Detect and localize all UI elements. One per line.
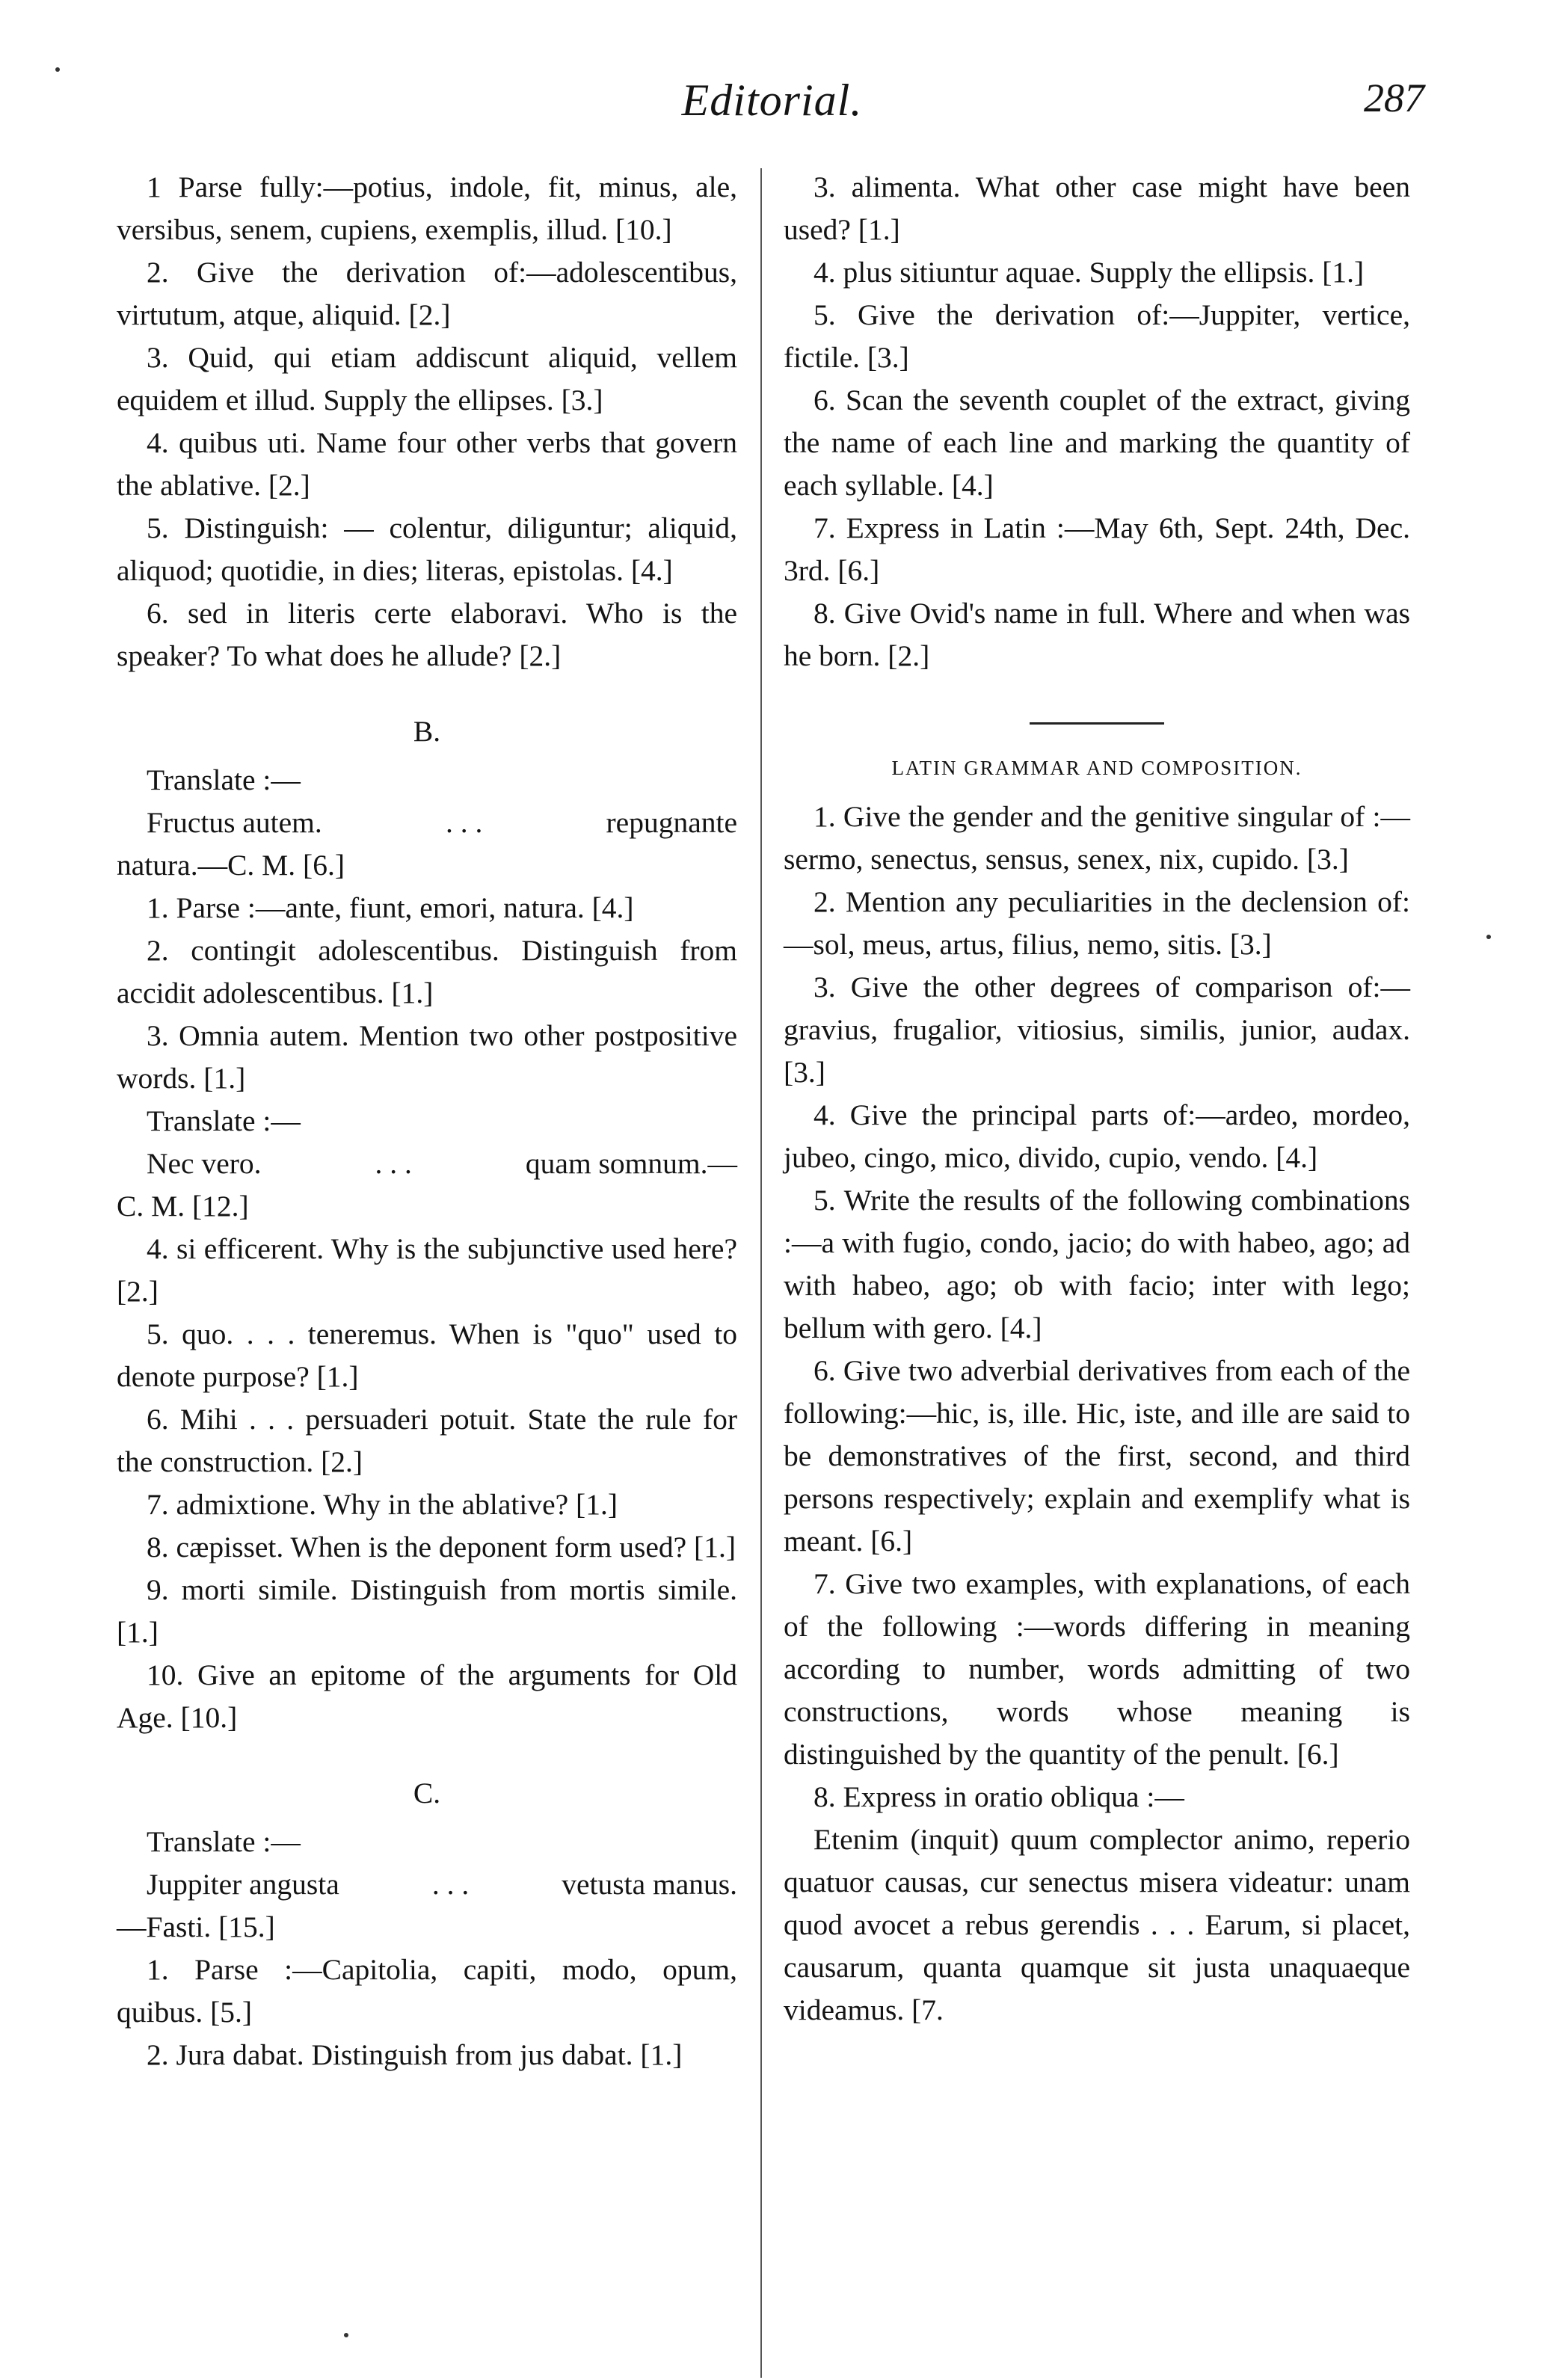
passage-source: —Fasti. [15.]: [117, 1910, 275, 1943]
question-item: 2. Mention any peculiarities in the declension of:—sol, meus, artus, filius, nemo, sitis. [3.]: [784, 885, 1410, 961]
scan-speck: [1486, 935, 1491, 939]
section-divider: [1030, 722, 1164, 725]
passage-reference: [117, 802, 737, 844]
latin-passage: Etenim (inquit) quum complector animo, reperio quatuor causas, cur senectus misera videatur: unam quod avocet a rebus gerendis . . . Earum, si placet, causarum, quanta quamque sit justa unaquaeque videamus. [7.: [784, 1823, 1410, 2026]
running-header: Editorial.: [681, 76, 863, 125]
passage-end: quam somnum.—: [525, 1147, 737, 1180]
question-item: 3. alimenta. What other case might have been used? [1.]: [784, 170, 1410, 246]
question-item: 1. Parse :—ante, fiunt, emori, natura. [4.]: [147, 891, 634, 924]
question-item: 7. Give two examples, with explanations, of each of the following :—words differing in meaning according to number, words admitting of two constructions, words whose meaning is distinguished by the quantity of the penult. [6.]: [784, 1567, 1410, 1771]
question-item: 1. Give the gender and the genitive singular of :—sermo, senectus, sensus, senex, nix, cupido. [3.]: [784, 800, 1410, 876]
question-item: 8. Express in oratio obliqua :—: [813, 1780, 1184, 1813]
passage-reference: [117, 1143, 737, 1185]
passage-dots: . . .: [431, 1868, 470, 1901]
section-letter-b: B.: [413, 715, 441, 748]
passage-source: C. M. [12.]: [117, 1190, 249, 1223]
translate-instruction: Translate :—: [147, 1825, 301, 1858]
question-item: 4. Give the principal parts of:—ardeo, mordeo, jubeo, cingo, mico, divido, cupio, vendo. [4.]: [784, 1098, 1410, 1174]
section-letter-c: C.: [413, 1777, 441, 1809]
question-item: 8. Give Ovid's name in full. Where and when was he born. [2.]: [784, 597, 1410, 672]
question-item: 6. Mihi . . . persuaderi potuit. State the rule for the construction. [2.]: [117, 1403, 737, 1478]
question-item: 5. Distinguish: — colentur, diliguntur; aliquid, aliquod; quotidie, in dies; literas, epistolas. [4.]: [117, 511, 737, 587]
passage-end: vetusta manus.: [562, 1868, 737, 1901]
question-item: 2. Jura dabat. Distinguish from jus dabat. [1.]: [147, 2038, 683, 2071]
question-item: 9. morti simile. Distinguish from mortis simile. [1.]: [117, 1573, 737, 1649]
question-item: 6. Give two adverbial derivatives from each of the following:—hic, is, ille. Hic, iste, and ille are said to be demonstratives of the first, second, and third persons respectively; explain and exemplify what is meant. [6.]: [784, 1354, 1410, 1558]
passage-start: Juppiter angusta: [147, 1868, 339, 1901]
passage-start: Nec vero.: [147, 1147, 262, 1180]
question-item: 5. quo. . . . teneremus. When is "quo" used to denote purpose? [1.]: [117, 1317, 737, 1393]
question-item: 3. Omnia autem. Mention two other postpositive words. [1.]: [117, 1019, 737, 1095]
left-column: [117, 166, 737, 2076]
question-item: 3. Quid, qui etiam addiscunt aliquid, vellem equidem et illud. Supply the ellipses. [3.]: [117, 341, 737, 416]
question-item: 4. quibus uti. Name four other verbs that govern the ablative. [2.]: [117, 426, 737, 502]
question-item: 4. si efficerent. Why is the subjunctive used here? [2.]: [117, 1232, 737, 1308]
question-item: 4. plus sitiuntur aquae. Supply the ellipsis. [1.]: [813, 256, 1365, 289]
question-item: 6. Scan the seventh couplet of the extract, giving the name of each line and marking the quantity of each syllable. [4.]: [784, 384, 1410, 502]
translate-instruction: Translate :—: [147, 1104, 301, 1137]
question-item: 2. Give the derivation of:—adolescentibus, virtutum, atque, aliquid. [2.]: [117, 256, 737, 331]
passage-source: natura.—C. M. [6.]: [117, 849, 345, 882]
page-number: 287: [1364, 76, 1424, 120]
right-column: [784, 166, 1410, 2032]
question-item: 5. Give the derivation of:—Juppiter, vertice, fictile. [3.]: [784, 298, 1410, 374]
question-item: 10. Give an epitome of the arguments for Old Age. [10.]: [117, 1658, 737, 1734]
question-item: 6. sed in literis certe elaboravi. Who is the speaker? To what does he allude? [2.]: [117, 597, 737, 672]
question-item: 7. admixtione. Why in the ablative? [1.]: [147, 1488, 618, 1521]
scan-speck: [344, 2333, 348, 2337]
question-item: 5. Write the results of the following combinations :—a with fugio, condo, jacio; do with habeo, ago; ad with habeo, ago; ob with facio; inter with lego; bellum with gero. [4.]: [784, 1184, 1410, 1344]
section-heading-grammar: LATIN GRAMMAR AND COMPOSITION.: [891, 757, 1302, 779]
translate-instruction: Translate :—: [147, 763, 301, 796]
passage-dots: . . .: [375, 1147, 412, 1180]
column-divider: [760, 168, 762, 2378]
passage-reference: [117, 1863, 737, 1906]
question-item: 1 Parse fully:—potius, indole, fit, minus, ale, versibus, senem, cupiens, exemplis, illud. [10.]: [117, 170, 737, 246]
passage-end: repugnante: [606, 806, 737, 839]
question-item: 7. Express in Latin :—May 6th, Sept. 24th, Dec. 3rd. [6.]: [784, 511, 1410, 587]
question-item: 2. contingit adolescentibus. Distinguish from accidit adolescentibus. [1.]: [117, 934, 737, 1009]
question-item: 8. cæpisset. When is the deponent form used? [1.]: [147, 1531, 736, 1563]
question-item: 3. Give the other degrees of comparison of:—gravius, frugalior, vitiosius, similis, junior, audax. [3.]: [784, 971, 1410, 1089]
passage-dots: . . .: [445, 806, 483, 839]
passage-start: Fructus autem.: [147, 806, 322, 839]
question-item: 1. Parse :—Capitolia, capiti, modo, opum, quibus. [5.]: [117, 1953, 737, 2029]
scan-speck: [55, 67, 60, 72]
